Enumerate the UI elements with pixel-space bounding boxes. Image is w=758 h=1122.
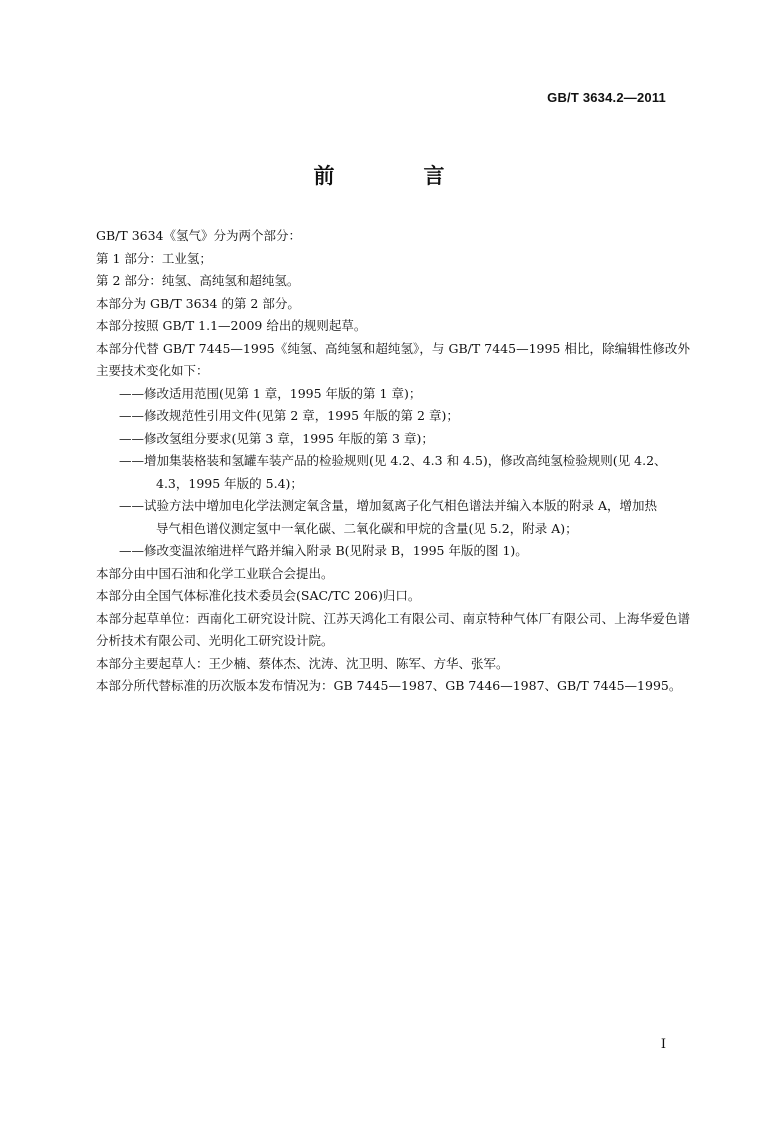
paragraph-parts-intro: GB/T 3634《氢气》分为两个部分： [96, 228, 302, 243]
page-title: 前 言 [313, 164, 479, 188]
standard-code: GB/T 3634.2—2011 [547, 90, 666, 105]
change-text: ——增加集装格装和氢罐车装产品的检验规则(见 4.2、4.3 和 4.5)，修改高纯氢检验规则(见 4.2、 [119, 453, 667, 468]
change-text: ——修改氢组分要求(见第 3 章，1995 年版的第 3 章)； [119, 430, 434, 446]
list-item [96, 495, 690, 540]
paragraph-drafting-rules: 本部分按照 GB/T 1.1—2009 给出的规则起草。 [96, 318, 367, 333]
paragraph-drafting-units: 本部分起草单位：西南化工研究设计院、江苏天鸿化工有限公司、南京特种气体厂有限公司、上海华爱色谱分析技术有限公司、光明化工研究设计院。 [96, 610, 690, 648]
changes-list [96, 383, 690, 563]
paragraph-this-part: 本部分为 GB/T 3634 的第 2 部分。 [96, 295, 300, 311]
change-text: ——试验方法中增加电化学法测定氧含量，增加氦离子化气相色谱法并编入本版的附录 A，增加热 [119, 498, 658, 513]
change-text: ——修改变温浓缩进样气路并编入附录 B(见附录 B，1995 年版的图 1)。 [119, 543, 528, 558]
paragraph-part-2: 第 2 部分：纯氢、高纯氢和超纯氢。 [96, 273, 300, 288]
list-item [96, 450, 690, 495]
list-item [96, 383, 690, 406]
change-text: ——修改规范性引用文件(见第 2 章，1995 年版的第 2 章)； [119, 408, 459, 423]
preface-body [96, 225, 690, 698]
paragraph-replaces: 本部分代替 GB/T 7445—1995《纯氢、高纯氢和超纯氢》，与 GB/T 7445—1995 相比，除编辑性修改外主要技术变化如下： [96, 340, 690, 378]
page-number: I [660, 1037, 666, 1052]
change-text-continued: 导气相色谱仪测定氢中一氧化碳、二氧化碳和甲烷的含量(见 5.2，附录 A)； [156, 520, 578, 536]
paragraph-committee: 本部分由全国气体标准化技术委员会(SAC/TC 206)归口。 [96, 588, 421, 603]
change-text: ——修改适用范围(见第 1 章，1995 年版的第 1 章)； [119, 385, 422, 401]
list-item [96, 405, 690, 428]
list-item [96, 428, 690, 451]
paragraph-proposed-by: 本部分由中国石油和化学工业联合会提出。 [96, 565, 334, 581]
paragraph-history: 本部分所代替标准的历次版本发布情况为：GB 7445—1987、GB 7446—1987、GB/T 7445—1995。 [96, 678, 682, 693]
change-text-continued: 4.3，1995 年版的 5.4)； [156, 475, 303, 491]
list-item [96, 540, 690, 563]
paragraph-drafters: 本部分主要起草人：王少楠、蔡体杰、沈涛、沈卫明、陈军、方华、张军。 [96, 655, 509, 671]
paragraph-part-1: 第 1 部分：工业氢； [96, 250, 212, 266]
